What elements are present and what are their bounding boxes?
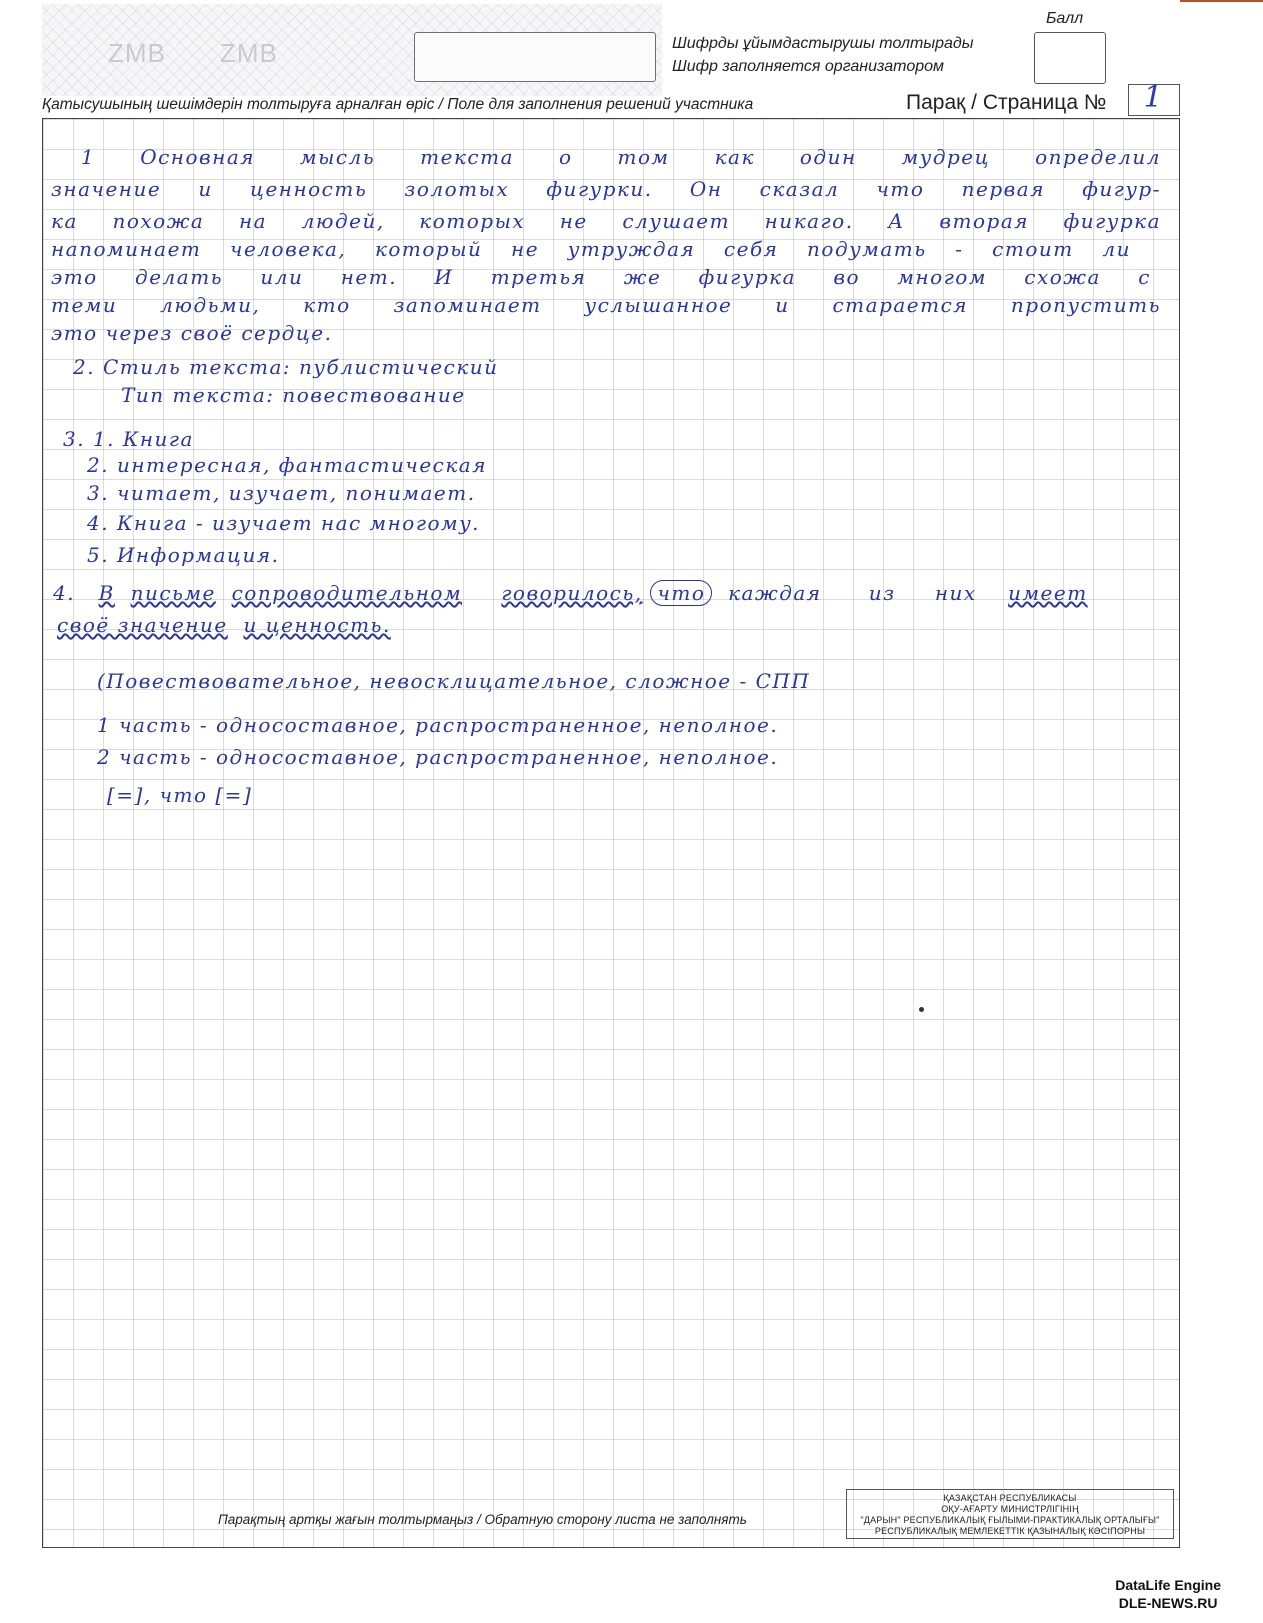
organization-stamp	[846, 1489, 1174, 1539]
answer-1-line-4: напоминает человека, который не утруждая себя подумать - стоит ли	[51, 237, 1131, 261]
answer-4-scheme: [=], что [=]	[107, 783, 253, 807]
answer-3-line-1: 3. 1. Книга	[63, 427, 194, 451]
answer-3-line-5: 5. Информация.	[87, 543, 280, 567]
answer-1-line-2: значение и ценность золотых фигурки. Он сказал что первая фигур-	[51, 177, 1161, 201]
page-number: 1	[1143, 80, 1163, 115]
answer-3-line-4: 4. Книга - изучает нас многому.	[87, 511, 481, 535]
back-side-note: Парақтың артқы жағын толтырмаңыз / Обратную сторону листа не заполнять	[218, 1512, 747, 1527]
answer-1-line-3: ка похожа на людей, которых не слушает никаго. А вторая фигурка	[51, 209, 1161, 233]
answer-4-subject-word-3: сопроводительном	[231, 581, 463, 605]
answer-4-analysis-line-1: (Повествовательное, невосклицательное, сложное - СПП	[97, 669, 811, 693]
score-box[interactable]	[1034, 32, 1106, 84]
cipher-note-ru: Шифр заполняется организатором	[672, 58, 944, 75]
answer-4-predicate-2: имеет	[1008, 581, 1088, 605]
answer-2-type: Тип текста: повествование	[121, 383, 466, 407]
watermark-2: ZMB	[220, 38, 278, 68]
answer-1-line-6: теми людьми, кто запоминает услышанное и старается пропустить	[51, 293, 1161, 317]
field-caption: Қатысушының шешімдерін толтыруға арналған өріс / Поле для заполнения решений участника	[42, 96, 754, 113]
answer-1-line-1: 1 Основная мысль текста о том как один мудрец определил	[81, 145, 1161, 169]
footer-brand	[1115, 1576, 1221, 1612]
answer-4-subject-word-2: письме	[130, 581, 216, 605]
stamp-line-4: РЕСПУБЛИКАЛЫҚ МЕМЛЕКЕТТІК ҚАЗЫНАЛЫҚ КӘСІПОРНЫ	[874, 1526, 1146, 1536]
cipher-box[interactable]	[414, 32, 656, 82]
answer-1-line-7: это через своё сердце.	[51, 321, 333, 345]
score-label: Балл	[1046, 10, 1084, 27]
answer-2-style: 2. Стиль текста: публистический	[73, 355, 499, 379]
answer-4-word-2: из	[868, 581, 896, 605]
watermark-1: ZMB	[108, 38, 166, 68]
brand-line-2: DLE-NEWS.RU	[1118, 1595, 1218, 1611]
answer-4-predicate: говорилось,	[501, 581, 643, 605]
answer-4-word-3: них	[934, 581, 977, 605]
answer-4-sentence-line-2	[57, 613, 391, 637]
answer-grid-sheet	[42, 118, 1180, 1548]
stamp-line-3: "ДАРЫН" РЕСПУБЛИКАЛЫҚ ҒЫЛЫМИ-ПРАКТИКАЛЫҚ ОРТАЛЫҒЫ"	[860, 1515, 1160, 1525]
stamp-line-2: ОҚУ-АҒАРТУ МИНИСТРЛІГІНІҢ	[941, 1504, 1079, 1514]
answer-4-sentence-line-1	[53, 581, 1088, 605]
answer-4-word-1: каждая	[728, 581, 822, 605]
top-edge-mark	[1180, 0, 1263, 2]
answer-4-object-2: и ценность.	[243, 613, 391, 637]
ink-dot	[919, 1007, 924, 1012]
answer-4-number: 4.	[53, 581, 76, 605]
answer-4-analysis-line-2: 1 часть - односоставное, распространенное, неполное.	[97, 713, 779, 737]
answer-3-line-3: 3. читает, изучает, понимает.	[87, 481, 476, 505]
stamp-line-1: ҚАЗАҚСТАН РЕСПУБЛИКАСЫ	[943, 1493, 1077, 1503]
answer-3-line-2: 2. интересная, фантастическая	[87, 453, 487, 477]
answer-1-line-5: это делать или нет. И третья же фигурка во многом схожа с	[51, 265, 1151, 289]
answer-4-analysis-line-3: 2 часть - односоставное, распространенное, неполное.	[97, 745, 779, 769]
answer-4-conjunction: что	[650, 580, 712, 606]
answer-4-object: своё значение	[57, 613, 228, 637]
cipher-note-kz: Шифрды ұйымдастырушы толтырады	[672, 35, 974, 52]
page-label: Парақ / Страница №	[906, 91, 1107, 114]
brand-line-1: DataLife Engine	[1115, 1577, 1221, 1593]
answer-4-subject-word-1: В	[98, 581, 115, 605]
